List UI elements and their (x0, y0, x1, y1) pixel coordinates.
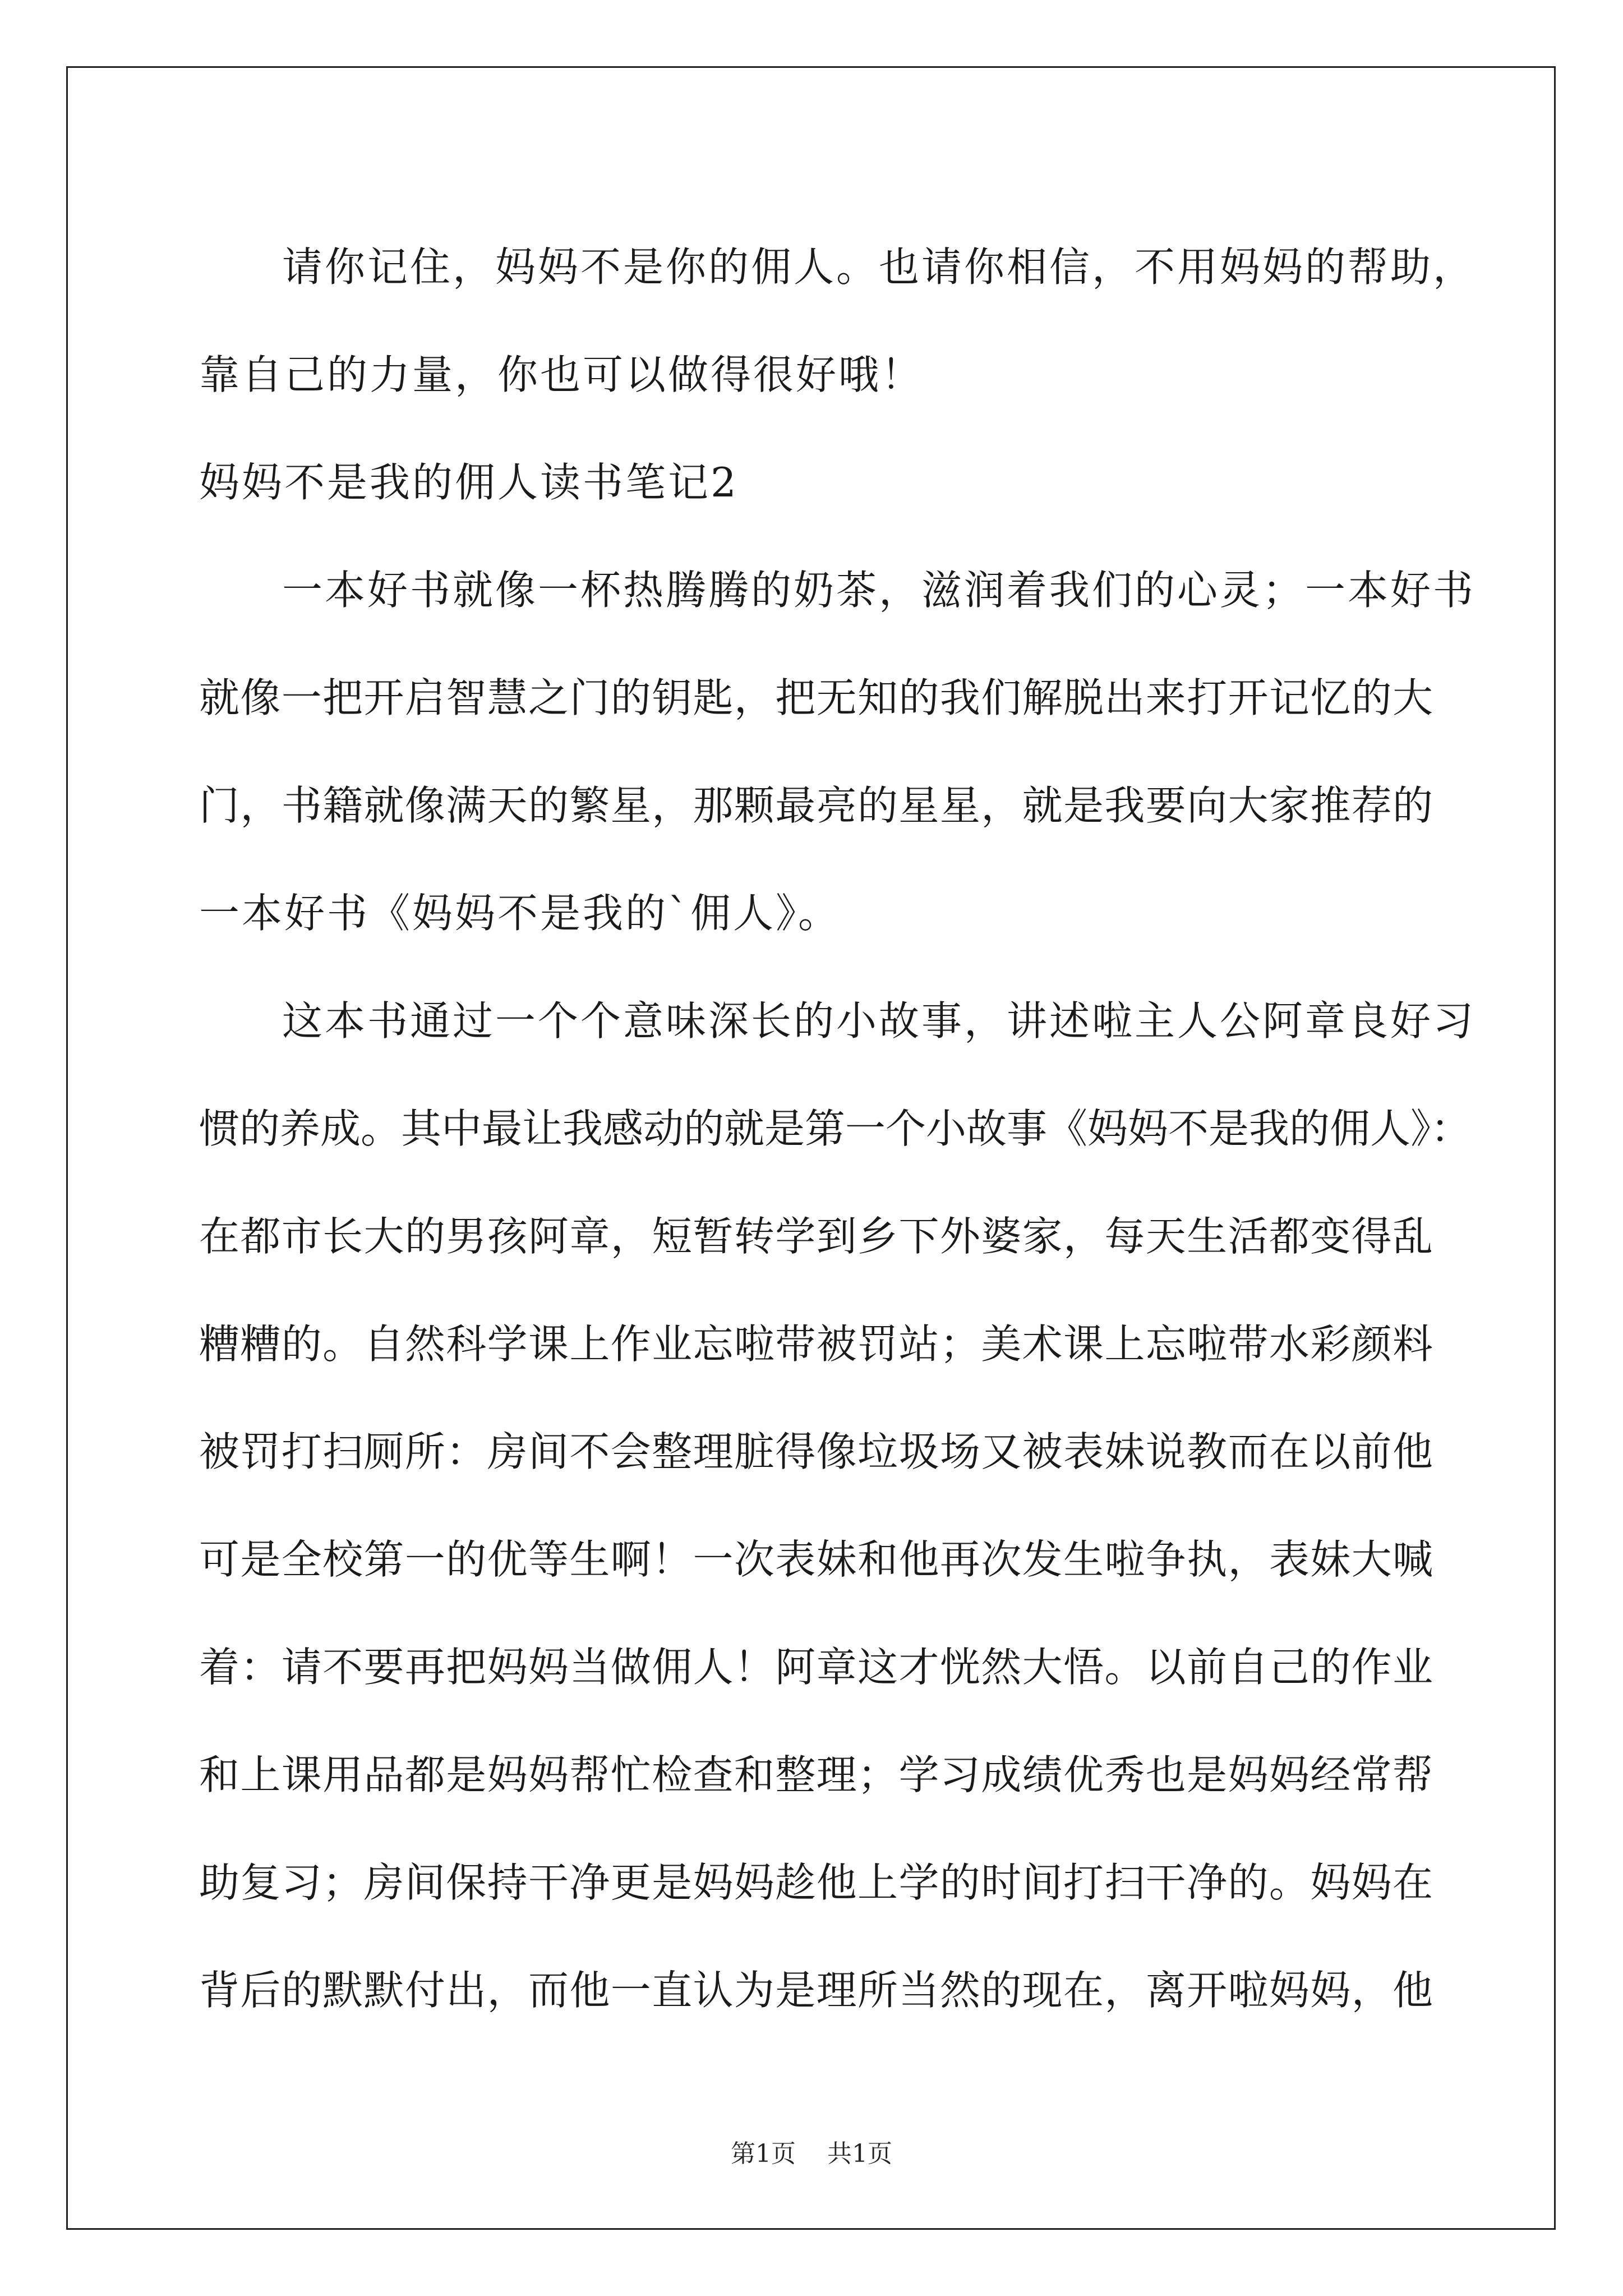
paragraph-line: 助复习；房间保持干净更是妈妈趁他上学的时间打扫干净的。妈妈在 (199, 1859, 1433, 1906)
paragraph-line: 靠自己的力量，你也可以做得很好哦！ (199, 351, 924, 398)
page-footer (0, 2137, 1623, 2171)
section-heading: 妈妈不是我的佣人读书笔记2 (199, 459, 739, 506)
paragraph-line: 这本书通过一个个意味深长的小故事，讲述啦主人公阿章良好习 (282, 997, 1476, 1045)
paragraph-line: 在都市长大的男孩阿章，短暂转学到乡下外婆家，每天生活都变得乱 (199, 1213, 1433, 1260)
paragraph-line: 请你记住，妈妈不是你的佣人。也请你相信，不用妈妈的帮助， (282, 243, 1476, 291)
document-body (199, 213, 1476, 2044)
paragraph-line: 可是全校第一的优等生啊！一次表妹和他再次发生啦争执，表妹大喊 (199, 1536, 1433, 1583)
paragraph-line: 背后的默默付出，而他一直认为是理所当然的现在，离开啦妈妈，他 (199, 1967, 1433, 2014)
paragraph-line: 糟糟的。自然科学课上作业忘啦带被罚站；美术课上忘啦带水彩颜料 (199, 1320, 1433, 1368)
page-total: 共1页 (827, 2139, 892, 2168)
paragraph-line: 着：请不要再把妈妈当做佣人！阿章这才恍然大悟。以前自己的作业 (199, 1644, 1433, 1691)
paragraph-line: 一本好书就像一杯热腾腾的奶茶，滋润着我们的心灵；一本好书 (282, 567, 1476, 614)
page-number: 第1页 (731, 2139, 796, 2168)
paragraph-line: 就像一把开启智慧之门的钥匙，把无知的我们解脱出来打开记忆的大 (199, 674, 1433, 721)
paragraph-line: 被罚打扫厕所：房间不会整理脏得像垃圾场又被表妹说教而在以前他 (199, 1428, 1433, 1475)
paragraph-line: 和上课用品都是妈妈帮忙检查和整理；学习成绩优秀也是妈妈经常帮 (199, 1751, 1433, 1798)
paragraph-line: 惯的养成。其中最让我感动的就是第一个小故事《妈妈不是我的佣人》： (199, 1105, 1472, 1152)
paragraph-line: 一本好书《妈妈不是我的`佣人》。 (199, 890, 841, 937)
paragraph-line: 门，书籍就像满天的繁星，那颗最亮的星星，就是我要向大家推荐的 (199, 782, 1433, 829)
